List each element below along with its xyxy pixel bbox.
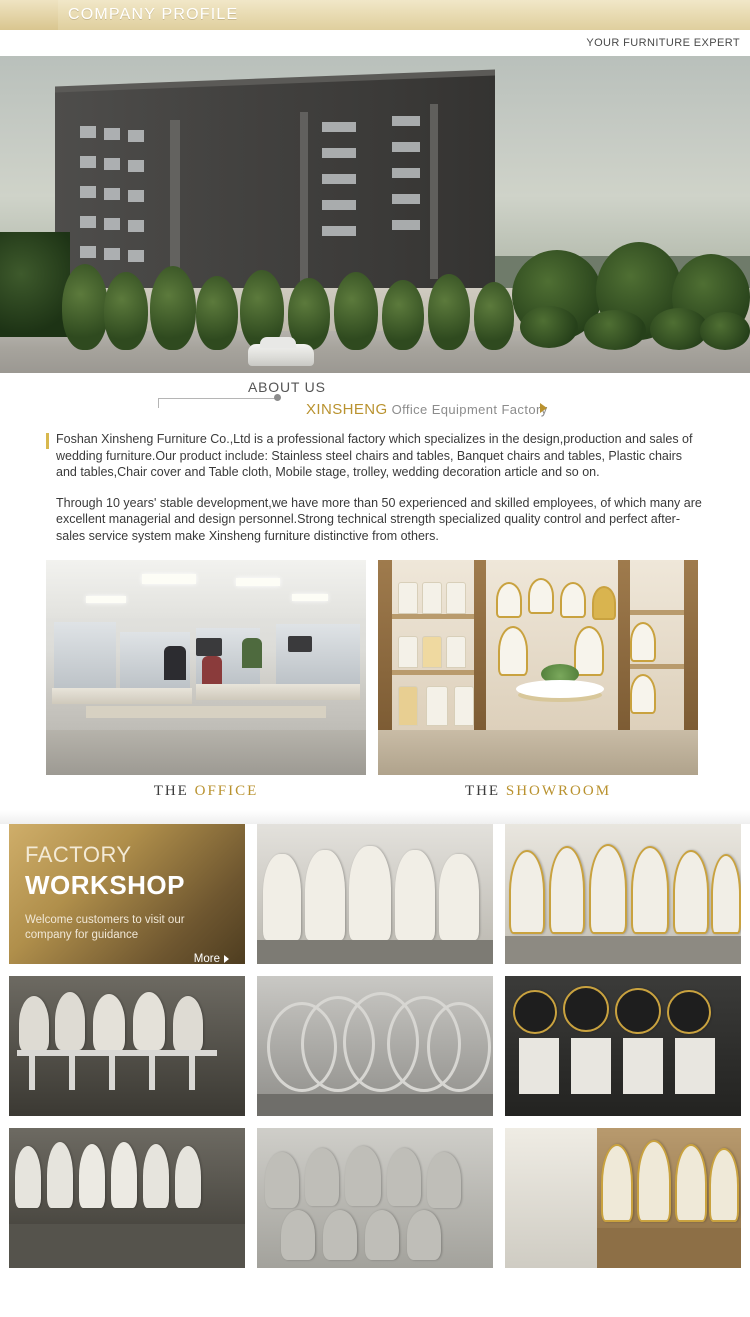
showroom-photo (378, 560, 698, 775)
showroom-caption-highlight: SHOWROOM (505, 783, 612, 799)
factory-grid-row-1 (0, 824, 750, 964)
about-heading-block (0, 379, 750, 431)
divider-tick (158, 398, 159, 408)
office-caption (46, 775, 366, 800)
brand-line (306, 401, 548, 418)
office-caption-prefix: THE (153, 783, 195, 799)
workshop-photo-grey-chairs (257, 1128, 493, 1268)
factory-building-photo (0, 56, 750, 373)
tagline: YOUR FURNITURE EXPERT (586, 37, 740, 49)
divider-dot (274, 394, 281, 401)
section-separator (0, 810, 750, 824)
showroom-caption (378, 775, 698, 800)
showroom-photo-block (378, 560, 698, 800)
about-us-label: ABOUT US (248, 379, 326, 395)
factory-grid-row-3 (0, 1128, 750, 1268)
tree-row (0, 236, 750, 346)
workshop-photo-white-frames (9, 1128, 245, 1268)
factory-grid-row-2 (0, 976, 750, 1116)
brand-name: XINSHENG (306, 401, 388, 418)
factory-welcome-text: Welcome customers to visit our company for guidance (25, 914, 185, 941)
brand-suffix: Office Equipment Factory (391, 402, 548, 417)
header-bar (0, 0, 750, 30)
more-link[interactable] (25, 953, 229, 964)
workshop-photo-steel-rings (257, 976, 493, 1116)
divider-line (158, 398, 278, 399)
office-photo-block (46, 560, 366, 800)
triangle-right-icon (224, 955, 229, 963)
factory-label-line2: WORKSHOP (25, 870, 185, 900)
tagline-row (0, 30, 750, 56)
about-paragraph-2: Through 10 years' stable development,we have more than 50 experienced and skilled employees, of which many are excellent managerial and design personnel.Strong technical strength specialized quality control and perfect after-sales service system make Xinsheng furniture distinctive from others. (56, 495, 702, 543)
factory-workshop-card (9, 824, 245, 964)
car (248, 344, 314, 366)
round-table (516, 680, 604, 698)
facility-photos (0, 544, 750, 800)
page-title: COMPANY PROFILE (68, 6, 239, 23)
office-photo (46, 560, 366, 775)
office-caption-highlight: OFFICE (194, 783, 259, 799)
workshop-photo-gold-chairs (505, 824, 741, 964)
factory-label-line1: FACTORY (25, 842, 132, 867)
workshop-photo-packing (505, 1128, 741, 1268)
header-left-block (0, 0, 58, 30)
workshop-photo-black-chairs (505, 976, 741, 1116)
office-ceiling (46, 560, 366, 618)
workshop-photo-frames (9, 976, 245, 1116)
more-label: More (193, 953, 220, 964)
showroom-caption-prefix: THE (464, 783, 506, 799)
office-floor (46, 730, 366, 775)
right-arrow-icon (540, 403, 547, 413)
about-paragraph-1: Foshan Xinsheng Furniture Co.,Ltd is a professional factory which specializes in the design,production and sales of wedding furniture.Our product include: Stainless steel chairs and tables, Banquet chairs and tables, Plastic chairs and tables,Chair cover and Table cloth, Mobile stage, trolley, wedding decoration article and so on. (46, 431, 704, 481)
workshop-photo-white-chairs (257, 824, 493, 964)
about-text-block (0, 431, 750, 544)
showroom-floor (378, 730, 698, 775)
